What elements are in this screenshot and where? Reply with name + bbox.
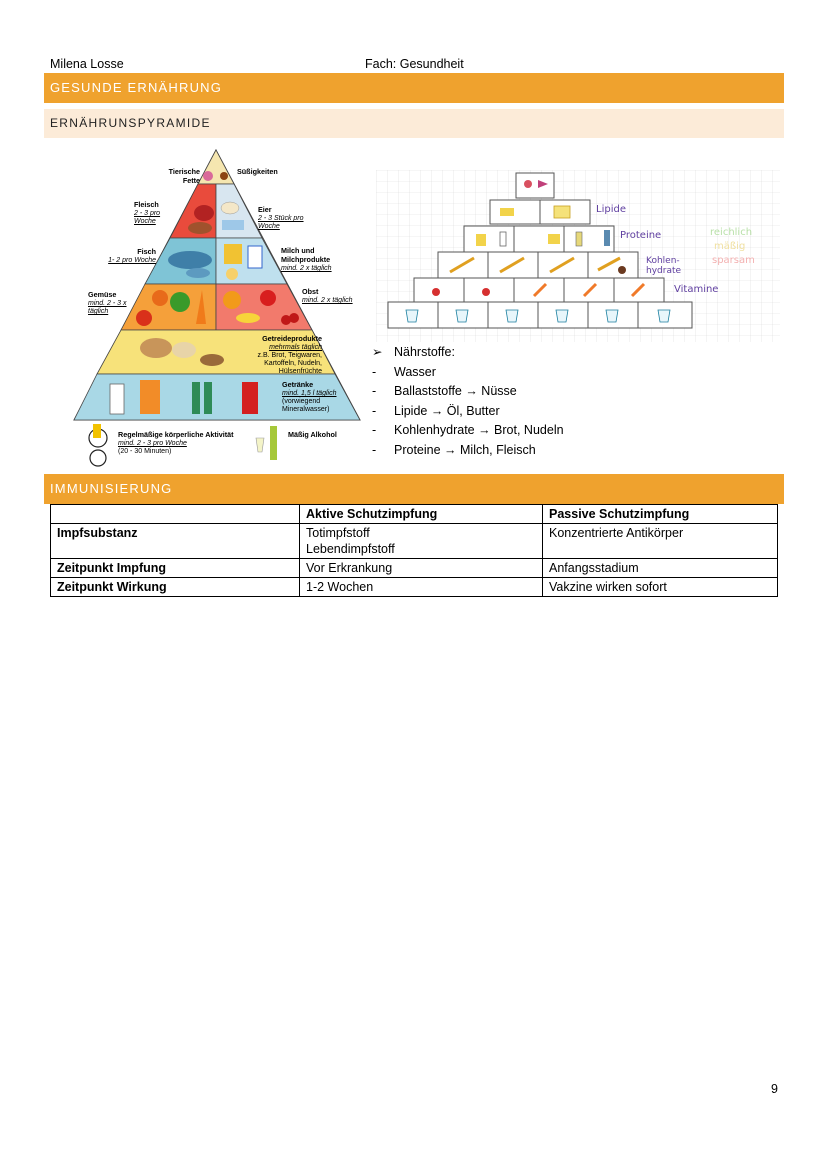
page-number: 9 — [771, 1082, 778, 1096]
table-cell: Konzentrierte Antikörper — [543, 524, 778, 559]
label-grain: Getreideprodukte mehrmals täglich z.B. Brot, Teigwaren, Kartoffeln, Nudeln, Hülsenfrüchte — [257, 334, 322, 375]
table-row — [51, 578, 778, 597]
list-item: - Wasser — [372, 364, 436, 379]
handwritten-label-plenty: reichlich — [710, 227, 753, 238]
table-row-label: Zeitpunkt Wirkung — [51, 578, 300, 597]
handwritten-label-vitamins: Vitamine — [674, 284, 719, 295]
table-cell: Vor Erkrankung — [300, 559, 543, 578]
table-cell — [51, 505, 300, 524]
list-item: - Lipide → Öl, Butter — [372, 403, 500, 418]
label-fish: Fisch 1- 2 pro Woche — [108, 247, 156, 264]
label-drinks: Getränke mind. 1,5 l täglich (vorwiegend Mineralwasser) — [282, 380, 337, 413]
table-header-cell: Aktive Schutzimpfung — [300, 505, 543, 524]
table-cell: Anfangsstadium — [543, 559, 778, 578]
label-alcohol: Mäßig Alkohol — [288, 430, 337, 439]
table-cell: Totimpfstoff Lebendimpfstoff — [300, 524, 543, 559]
handwritten-label-moderate: mäßig — [714, 241, 746, 252]
table-row — [51, 524, 778, 559]
label-physical-activity: Regelmäßige körperliche Aktivität mind. 2 - 3 pro Woche (20 - 30 Minuten) — [118, 430, 234, 455]
label-sweets: Süßigkeiten — [237, 167, 278, 176]
handwritten-label-lipids: Lipide — [596, 204, 626, 215]
label-eggs: Eier 2 - 3 Stück pro Woche — [258, 205, 304, 230]
list-item: - Proteine → Milch, Fleisch — [372, 442, 536, 457]
section-heading-immunization: IMMUNISIERUNG — [44, 474, 784, 504]
handwritten-label-sparingly: sparsam — [712, 255, 755, 266]
list-item: - Kohlenhydrate → Brot, Nudeln — [372, 423, 564, 437]
table-header-row — [51, 505, 778, 524]
subheading-pyramid: ERNÄHRUNSPYRAMIDE — [44, 109, 784, 138]
label-fruit: Obst mind. 2 x täglich — [302, 287, 353, 304]
table-header-cell: Passive Schutzimpfung — [543, 505, 778, 524]
section-heading-nutrition: GESUNDE ERNÄHRUNG — [44, 73, 784, 103]
table-cell: Vakzine wirken sofort — [543, 578, 778, 597]
table-cell: 1-2 Wochen — [300, 578, 543, 597]
label-dairy: Milch und Milchprodukte mind. 2 x täglich — [281, 246, 332, 272]
author-name: Milena Losse — [50, 57, 124, 71]
label-meat: Fleisch 2 - 3 pro Woche — [134, 200, 161, 225]
table-row-label: Impfsubstanz — [51, 524, 300, 559]
label-vegetables: Gemüse mind. 2 - 3 x täglich — [88, 290, 127, 315]
label-animal-fats: Tierische Fette — [168, 167, 200, 185]
immunization-table — [50, 504, 778, 597]
arrow-bullet-icon: ➢ — [372, 345, 383, 359]
handwritten-label-proteins: Proteine — [620, 230, 662, 241]
subject-label: Fach: Gesundheit — [365, 57, 464, 71]
handwritten-label-carbs: Kohlen-hydrate — [646, 256, 682, 276]
table-row — [51, 559, 778, 578]
list-item: - Ballaststoffe → Nüsse — [372, 384, 517, 398]
table-row-label: Zeitpunkt Impfung — [51, 559, 300, 578]
nutrients-heading: ➢ Nährstoffe: — [372, 343, 564, 363]
nutrients-list — [372, 343, 564, 460]
pyramid-tier-sweets — [198, 150, 234, 184]
